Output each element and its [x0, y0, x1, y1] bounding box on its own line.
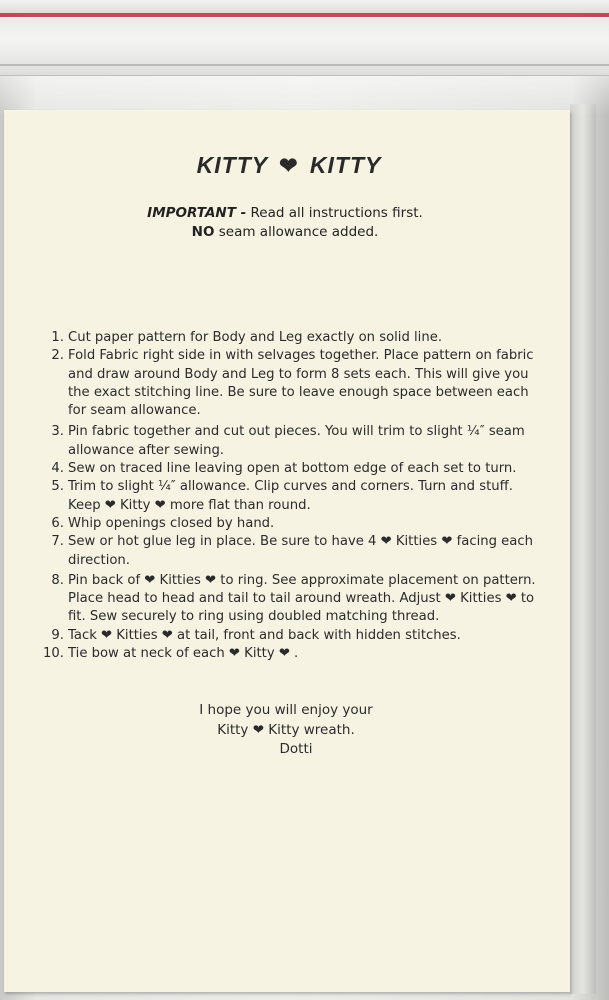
step-item: [0, 460, 545, 478]
step-item: [0, 515, 545, 533]
step-number: 6.: [51, 515, 64, 531]
step-item: [0, 478, 545, 515]
step-number: 5.: [51, 479, 64, 495]
signature: Dotti: [279, 741, 313, 757]
step-text: Whip openings closed by hand.: [68, 515, 275, 531]
closing-line-1: I hope you will enjoy your: [199, 702, 373, 718]
important-line: [0, 204, 570, 223]
title-left: KITTY: [196, 152, 268, 178]
no-label: NO: [191, 224, 215, 240]
step-item: [0, 329, 545, 347]
step-item: [0, 533, 545, 570]
step-text: Sew on traced line leaving open at bottom edge of each set to turn.: [68, 461, 517, 477]
step-number: 3.: [51, 424, 64, 440]
bag-top-edge: [0, 0, 609, 14]
step-text: Pin fabric together and cut out pieces. You will trim to slight ¼″ seam allowance after sewing.: [68, 424, 525, 458]
closing-note: [176, 701, 396, 760]
step-number: 1.: [51, 330, 64, 345]
step-number: 7.: [51, 534, 64, 550]
step-item: [0, 627, 545, 645]
step-item: [0, 347, 545, 420]
step-number: 4.: [51, 461, 64, 477]
step-item: [0, 423, 545, 460]
step-text: Fold Fabric right side in with selvages together. Place pattern on fabric and draw around Body and Leg to form 8 sets each. This will give you the exact stitching line. Be sure to leave enough space between each for seam allowance.: [68, 348, 534, 419]
step-text: Cut paper pattern for Body and Leg exactly on solid line.: [68, 330, 443, 345]
zip-line: [0, 64, 609, 66]
step-number: 9.: [51, 627, 64, 643]
important-label: IMPORTANT -: [147, 205, 247, 221]
step-number: 2.: [51, 348, 64, 364]
zip-track: [0, 17, 609, 76]
bag-fold-shadow: [570, 104, 596, 994]
step-text: Pin back of ❤ Kitties ❤ to ring. See approximate placement on pattern. Place head to head and tail to tail around wreath. Adjust ❤ Kitties ❤ to fit. Sew securely to ring using doubled matching thread.: [68, 572, 536, 625]
title-right: KITTY: [309, 152, 382, 178]
step-number: 8.: [51, 572, 64, 588]
closing-line-2: Kitty ❤ Kitty wreath.: [217, 721, 355, 738]
step-text: Trim to slight ¼″ allowance. Clip curves and corners. Turn and stuff. Keep ❤ Kitty ❤ more flat than round.: [68, 479, 513, 513]
important-text: Read all instructions first.: [246, 205, 423, 221]
step-text: Tie bow at neck of each ❤ Kitty ❤ .: [68, 646, 299, 662]
bag-glare: [0, 76, 609, 116]
no-text: seam allowance added.: [214, 224, 379, 240]
step-text: Tack ❤ Kitties ❤ at tail, front and back with hidden stitches.: [68, 627, 461, 643]
step-number: 10.: [43, 646, 64, 662]
step-item: [0, 645, 545, 663]
page-title: [0, 152, 578, 179]
step-item: [0, 572, 545, 627]
seam-line: [0, 223, 570, 242]
important-notice: [0, 204, 570, 242]
step-text: Sew or hot glue leg in place. Be sure to have 4 ❤ Kitties ❤ facing each direction.: [68, 534, 533, 568]
heart-icon: ❤: [279, 153, 299, 178]
instruction-steps: [0, 329, 545, 663]
